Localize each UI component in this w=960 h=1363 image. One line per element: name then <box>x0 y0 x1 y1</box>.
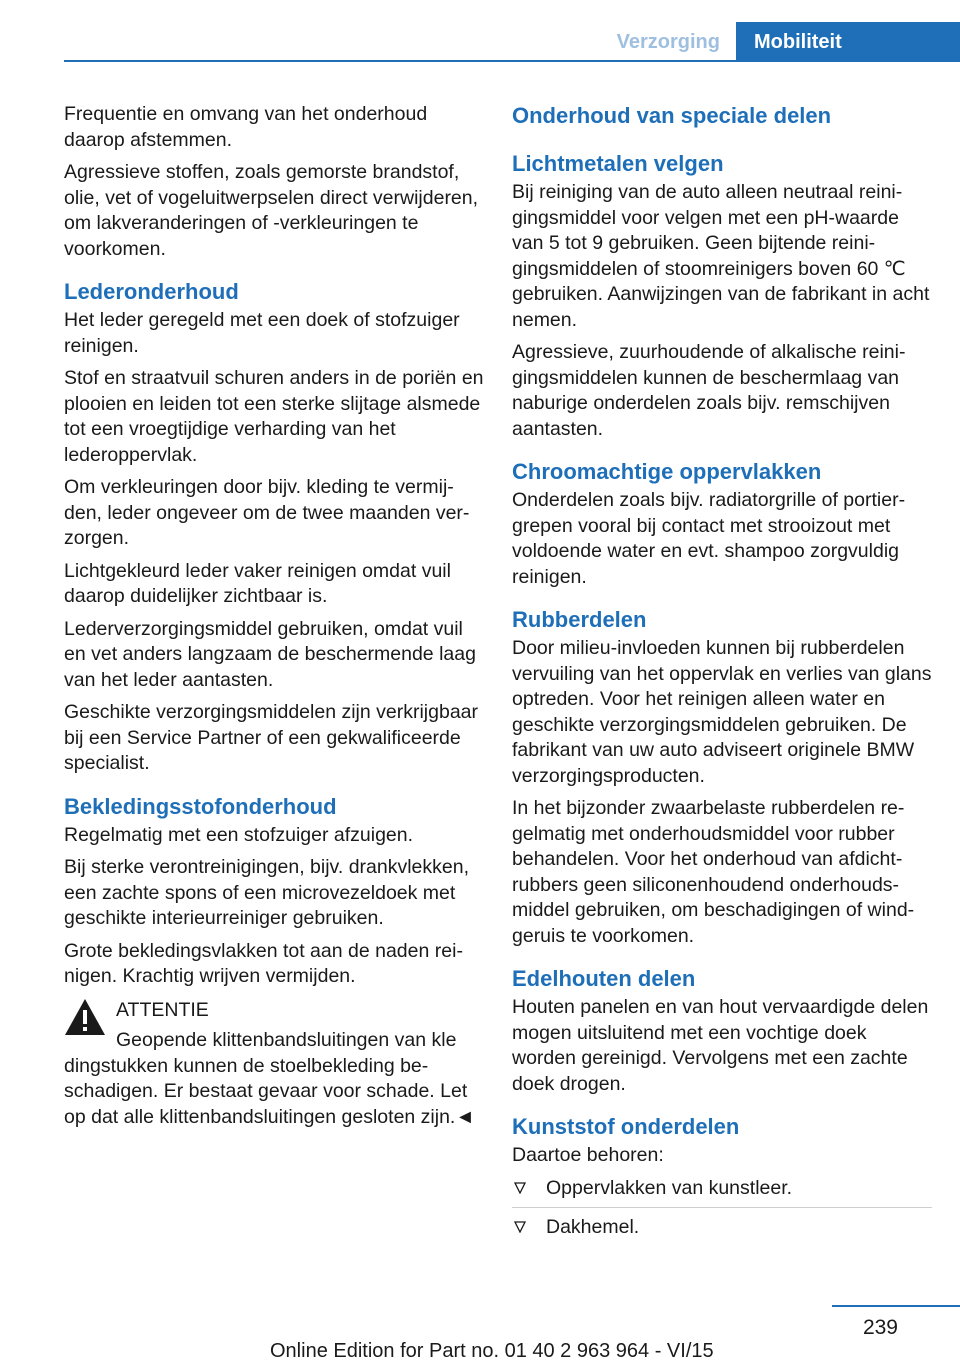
paragraph: Om verkleuringen door bijv. kleding te vermijden, leder ongeveer om de twee maanden verzorgen. <box>64 476 470 549</box>
triangle-bullet-icon <box>514 1182 526 1194</box>
right-column <box>512 102 932 1254</box>
paragraph: Grote bekledingsvlakken tot aan de naden reinigen. Krachtig wrijven vermijden. <box>64 939 463 987</box>
heading-lederonderhoud: Lederonderhoud <box>64 279 239 304</box>
footer-rule <box>832 1305 960 1307</box>
warning-title: ATTENTIE <box>116 998 209 1021</box>
paragraph: Door milieu-invloeden kunnen bij rubberdelen vervuiling van het oppervlak en verlies van glans optreden. Voor het reinigen alleen water en geschikte verzorgingsmiddelen gebruiken. De fabrikant van uw auto adviseert originele BMW verzorgingsproducten. <box>512 637 932 787</box>
list-item <box>512 1215 932 1247</box>
paragraph: In het bijzonder zwaarbelaste rubberdelen regelmatig met onderhoudsmiddel voor rubber behandelen. Voor het onderhoud van afdichtrubbers geen siliconenhoudend onderhoudsmiddel gebruiken, om beschadigingen of windgeruis te voorkomen. <box>512 797 915 947</box>
heading-kunststof-onderdelen: Kunststof onderdelen <box>512 1114 740 1139</box>
heading-bekledingsstofonderhoud: Bekledingsstofonderhoud <box>64 793 337 819</box>
paragraph: Agressieve stoffen, zoals gemorste brandstof, olie, vet of vogeluitwerpselen direct verwijderen, om lakveranderingen of -verkleuringen te voorkomen. <box>64 161 479 260</box>
page-number: 239 <box>862 1316 898 1339</box>
paragraph: Lichtgekleurd leder vaker reinigen omdat vuil daarop duidelijker zichtbaar is. <box>64 559 451 607</box>
heading-lichtmetalen-velgen: Lichtmetalen velgen <box>512 151 724 176</box>
heading-chroomachtige-oppervlakken: Chroomachtige oppervlakken <box>512 459 822 484</box>
warning-triangle-icon <box>64 998 106 1036</box>
paragraph: Regelmatig met een stofzuiger afzuigen. <box>64 823 414 846</box>
header-rule <box>64 60 960 62</box>
warning-text: Geopende klittenbandsluitingen van kle <box>116 1029 457 1051</box>
warning-box <box>64 998 484 1131</box>
paragraph: Bij sterke verontreinigingen, bijv. drankvlekken, een zachte spons of een microvezeldoek met geschikte interieurreiniger gebruiken. <box>64 856 470 929</box>
paragraph: Agressieve, zuurhoudende of alkalische reinigingsmiddelen kunnen de beschermlaag van naburige onderdelen zoals bijv. remschijven aantasten. <box>512 341 906 440</box>
triangle-bullet-icon <box>514 1221 526 1233</box>
paragraph: Stof en straatvuil schuren anders in de poriën en plooien en leiden tot een sterke slijtage alsmede tot een vroegtijdige verharding van het lederoppervlak. <box>64 367 484 466</box>
heading-onderhoud-speciale-delen: Onderhoud van speciale delen <box>512 103 832 128</box>
paragraph: Onderdelen zoals bijv. radiatorgrille of portiergrepen vooral bij contact met strooizout met voldoende water en evt. shampoo zorgvuldig reinigen. <box>512 489 906 588</box>
bullet-list <box>512 1176 932 1247</box>
paragraph: Het leder geregeld met een doek of stofzuiger reinigen. <box>64 309 460 357</box>
heading-rubberdelen: Rubberdelen <box>512 607 647 632</box>
section-tab-verzorging: Verzorging <box>616 31 720 53</box>
section-tab-mobiliteit: Mobiliteit <box>736 22 960 61</box>
paragraph: Bij reiniging van de auto alleen neutraal reinigingsmiddel voor velgen met een pH-waarde van 5 tot 9 gebruiken. Geen bijtende reinigingsmiddelen of stoomreinigers boven 60 ℃ gebruiken. Aanwijzingen van de fabrikant in acht nemen. <box>512 181 930 331</box>
paragraph: Daartoe behoren: <box>512 1144 664 1166</box>
left-column <box>64 102 484 1130</box>
list-item <box>512 1176 932 1209</box>
paragraph: Houten panelen en van hout vervaardigde delen mogen uitsluitend met een vochtige doek worden gereinigd. Vervolgens met een zachte doek drogen. <box>512 996 929 1095</box>
edition-note: Online Edition for Part no. 01 40 2 963 964 - VI/15 <box>270 1340 714 1362</box>
paragraph: Lederverzorgingsmiddel gebruiken, omdat vuil en vet anders langzaam de beschermende laag van het leder aantasten. <box>64 617 476 691</box>
paragraph: Frequentie en omvang van het onderhoud daarop afstemmen. <box>64 103 428 151</box>
warning-text-cont: dingstukken kunnen de stoelbekleding beschadigen. Er bestaat gevaar voor schade. Let op dat alle klittenbandsluitingen gesloten zijn.◄ <box>64 1054 475 1128</box>
list-item-text: Dakhemel. <box>546 1216 640 1238</box>
paragraph: Geschikte verzorgingsmiddelen zijn verkrijgbaar bij een Service Partner of een gekwalificeerde specialist. <box>64 701 479 774</box>
heading-edelhouten-delen: Edelhouten delen <box>512 966 696 991</box>
list-item-text: Oppervlakken van kunstleer. <box>546 1176 793 1199</box>
